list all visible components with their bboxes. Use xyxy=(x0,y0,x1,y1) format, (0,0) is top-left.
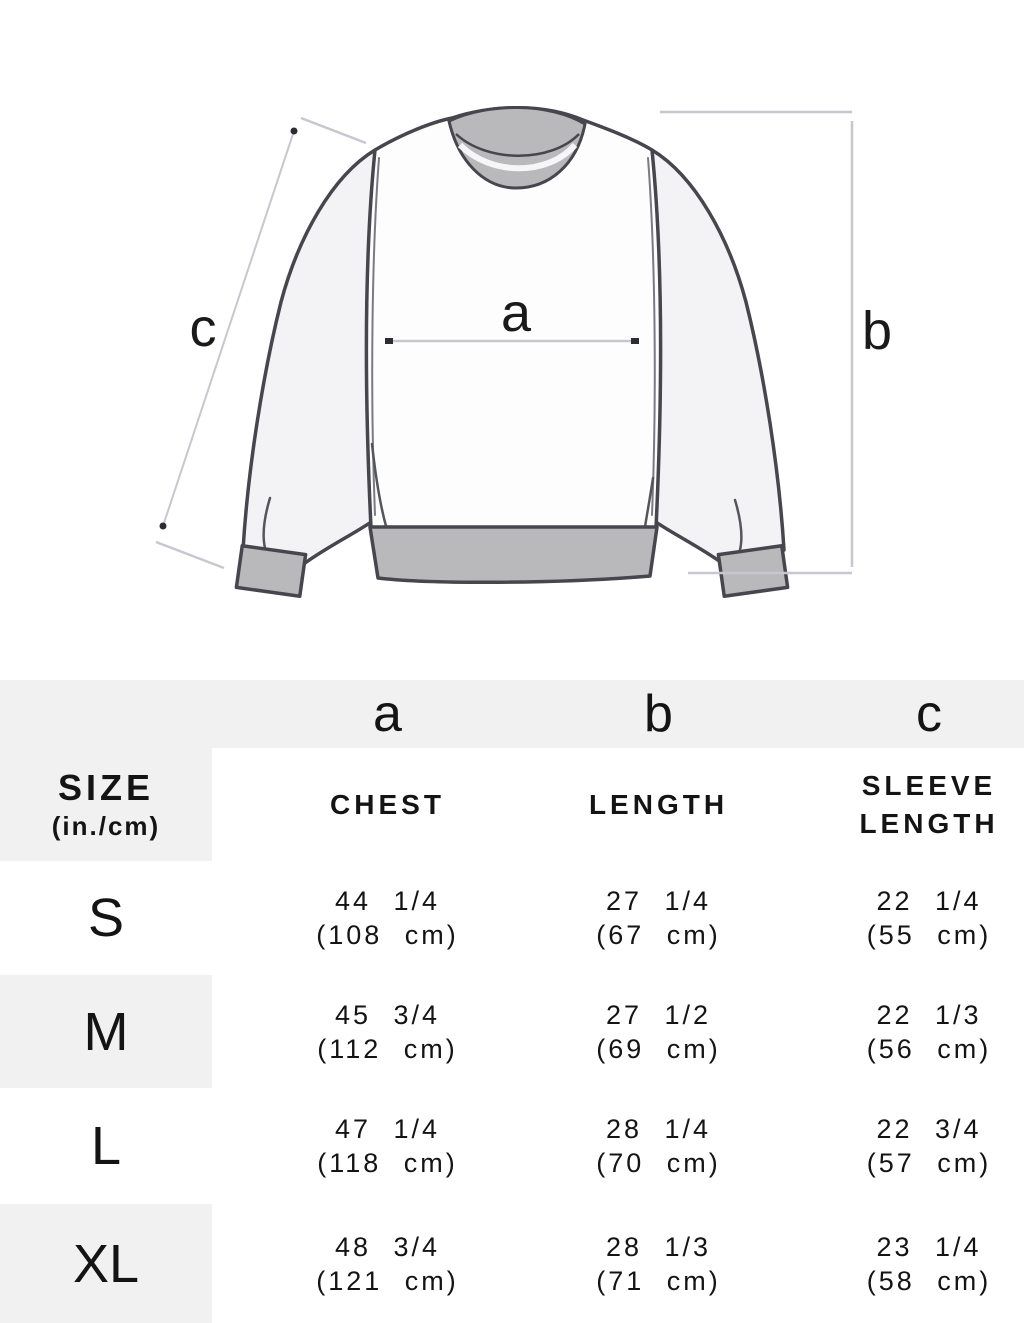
length-header-cell xyxy=(483,748,754,861)
size-cell-m xyxy=(0,975,212,1088)
chest-cell-xl: 48 3/4 (121 cm) xyxy=(212,1204,483,1323)
chest-cell-s: 44 1/4 (108 cm) xyxy=(212,861,483,975)
column-letter-b: b xyxy=(644,685,673,743)
size-header-cell xyxy=(0,748,212,861)
left-sleeve xyxy=(243,150,377,563)
size-label-m: M xyxy=(83,1001,129,1062)
column-letter-c: c xyxy=(916,685,942,743)
left-cuff xyxy=(236,546,305,596)
a-right-marker xyxy=(631,338,639,344)
diagram-label-c: c xyxy=(189,298,217,358)
length-cell-m: 27 1/2 (69 cm) xyxy=(483,975,754,1088)
chest-header-label: CHEST xyxy=(330,788,445,820)
band-letter-b xyxy=(483,680,754,748)
size-header-subtitle: (in./cm) xyxy=(51,811,161,842)
column-letter-a: a xyxy=(373,685,402,743)
size-label-xl: XL xyxy=(72,1233,140,1294)
c-bottom-marker xyxy=(160,523,167,530)
chest-cell-m: 45 3/4 (112 cm) xyxy=(212,975,483,1088)
band-letter-c xyxy=(754,680,1024,748)
sleeve-cell-s: 22 1/4 (55 cm) xyxy=(754,861,1024,975)
diagram-label-a: a xyxy=(500,283,532,343)
size-header-title: SIZE xyxy=(57,766,154,808)
length-cell-s: 27 1/4 (67 cm) xyxy=(483,861,754,975)
size-cell-xl xyxy=(0,1204,212,1323)
size-cell-s xyxy=(0,861,212,975)
length-header-label: LENGTH xyxy=(588,788,729,820)
length-cell-xl: 28 1/3 (71 cm) xyxy=(483,1204,754,1323)
chest-header-cell xyxy=(212,748,483,861)
sleeve-length-header-label: SLEEVE LENGTH xyxy=(859,769,999,839)
size-label-s: S xyxy=(87,888,125,948)
band-letter-a xyxy=(212,680,483,748)
sleeve-length-header-cell xyxy=(754,748,1024,861)
right-cuff xyxy=(718,546,787,596)
a-left-marker xyxy=(385,338,393,344)
waistband xyxy=(370,527,657,582)
c-top-marker xyxy=(291,128,298,135)
diagram-label-b: b xyxy=(861,301,893,361)
size-chart-table xyxy=(0,680,1024,1323)
chest-cell-l: 47 1/4 (118 cm) xyxy=(212,1088,483,1204)
band-corner-spacer xyxy=(0,680,212,748)
size-cell-l xyxy=(0,1088,212,1204)
length-cell-l: 28 1/4 (70 cm) xyxy=(483,1088,754,1204)
size-label-l: L xyxy=(90,1116,122,1176)
sleeve-cell-l: 22 3/4 (57 cm) xyxy=(754,1088,1024,1204)
sleeve-cell-m: 22 1/3 (56 cm) xyxy=(754,975,1024,1088)
right-sleeve xyxy=(650,150,784,563)
sleeve-cell-xl: 23 1/4 (58 cm) xyxy=(754,1204,1024,1323)
